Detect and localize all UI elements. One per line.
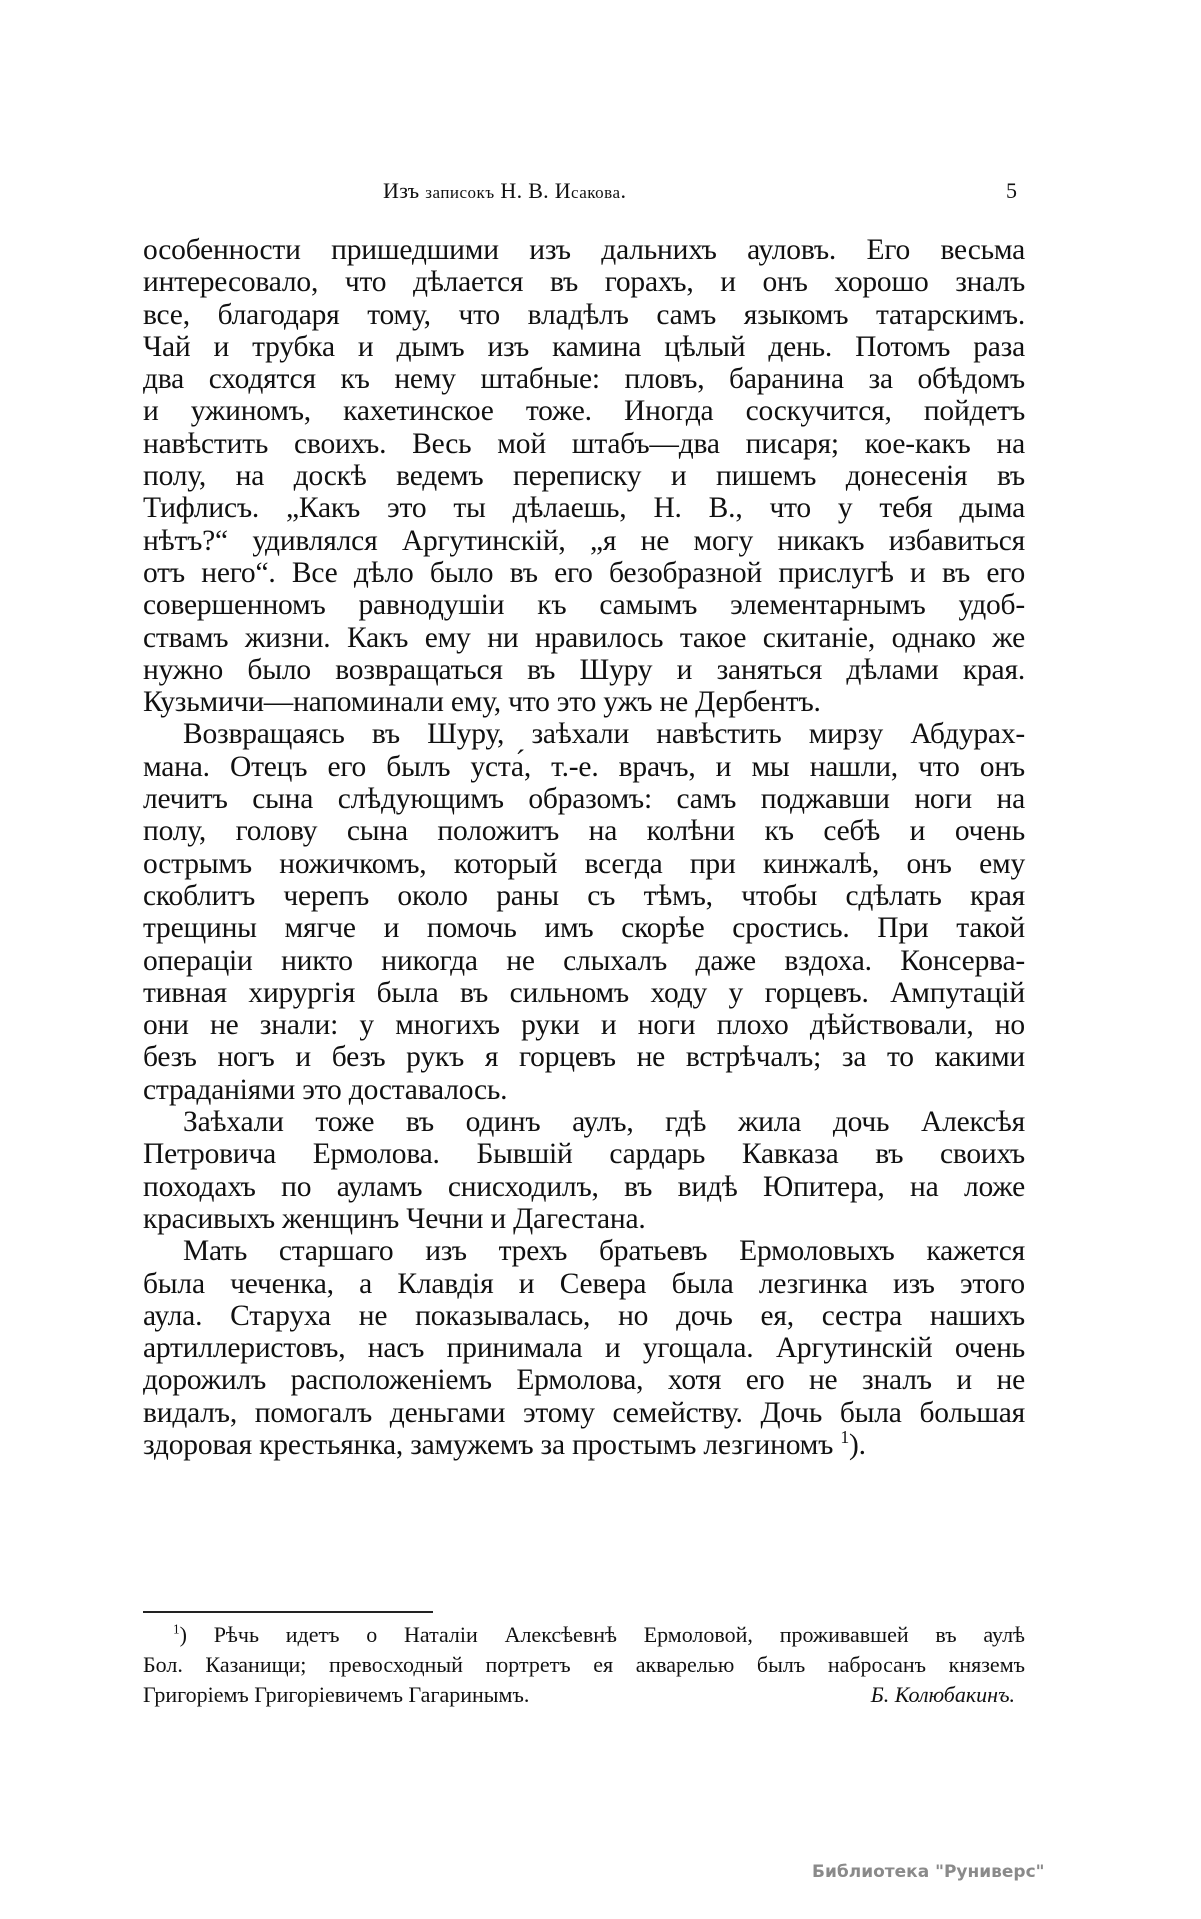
body-text	[143, 234, 1025, 1461]
text-line-content: интересовало, что дѣлается въ горахъ, и онъ хорошо зналъ	[143, 266, 1025, 299]
text-line-content: все, благодаря тому, что владѣлъ самъ языкомъ татарскимъ.	[143, 298, 1025, 331]
text-line-content: отъ него“. Все дѣло было въ его безобразной прислугѣ и въ его	[143, 556, 1025, 589]
footnote-marker: 1	[173, 1621, 180, 1637]
text-line-content: здоровая крестьянка, замужемъ за простымъ лезгиномъ	[143, 1428, 841, 1461]
text-line-content: трещины мягче и помочь имъ скорѣе сростись. При такой	[143, 912, 1025, 945]
text-line-content: навѣстить своихъ. Весь мой штабъ—два писаря; кое-какъ на	[143, 427, 1025, 460]
library-watermark: Библиотека "Руниверс"	[812, 1862, 1045, 1882]
text-line	[143, 718, 1025, 750]
text-line	[143, 299, 1025, 331]
text-line	[143, 1364, 1025, 1396]
text-line-content: Чай и трубка и дымъ изъ камина цѣлый день. Потомъ раза	[143, 330, 1025, 363]
text-line-content: полу, на доскѣ ведемъ переписку и пишемъ донесенія въ	[143, 460, 1025, 493]
text-line	[143, 1041, 1025, 1073]
running-title	[383, 178, 626, 204]
text-line	[143, 557, 1025, 589]
footnote-signature: Б. Колюбакинъ.	[870, 1682, 1015, 1707]
text-line-content: мана. Отецъ его былъ уста́, т.-е. врачъ, и мы нашли, что онъ	[143, 750, 1025, 783]
text-line-content: Мать старшаго изъ трехъ братьевъ Ермоловыхъ кажется	[183, 1235, 1025, 1268]
text-line	[143, 363, 1025, 395]
text-line	[143, 912, 1025, 944]
text-line-content: была чеченка, а Клавдія и Севера была лезгинка изъ этого	[143, 1267, 1025, 1300]
footnote-text: ) Рѣчь идетъ о Наталіи Алексѣевнѣ Ермоловой, проживавшей въ аулѣ	[179, 1622, 1025, 1647]
text-line	[143, 815, 1025, 847]
text-line	[143, 1332, 1025, 1364]
text-line	[143, 1106, 1025, 1138]
text-line	[143, 654, 1025, 686]
text-line	[143, 395, 1025, 427]
text-line	[143, 1397, 1025, 1429]
text-line-content: операціи никто никогда не слыхалъ даже вздоха. Консерва-	[143, 944, 1025, 977]
footnote-line	[143, 1620, 1025, 1650]
text-line-content: они не знали: у многихъ руки и ноги плохо дѣйствовали, но	[143, 1009, 1025, 1042]
text-line	[143, 331, 1025, 363]
text-line	[143, 1074, 1025, 1106]
text-line-content: тивная хирургія была въ сильномъ ходу у горцевъ. Ампутацій	[143, 976, 1025, 1009]
footnote-divider	[143, 1611, 433, 1613]
footnote-line: Бол. Казанищи; превосходный портретъ ея акварелью былъ набросанъ княземъ	[143, 1652, 1025, 1677]
text-line	[143, 1268, 1025, 1300]
page-number: 5	[1006, 178, 1017, 203]
running-head	[143, 178, 1025, 208]
text-line-content: лечитъ сына слѣдующимъ образомъ: самъ поджавши ноги на	[143, 783, 1025, 816]
text-line-content: аула. Старуха не показывалась, но дочь ея, сестра нашихъ	[143, 1299, 1025, 1332]
text-line	[143, 589, 1025, 621]
text-line-content: нѣтъ?“ удивлялся Аргутинскій, „я не могу никакъ избавиться	[143, 524, 1025, 557]
text-line-content: Возвращаясь въ Шуру, заѣхали навѣстить мирзу Абдурах-	[183, 718, 1025, 751]
text-line-content: Заѣхали тоже въ одинъ аулъ, гдѣ жила дочь Алексѣя	[183, 1106, 1025, 1139]
text-line-content: и ужиномъ, кахетинское тоже. Иногда соскучится, пойдетъ	[143, 395, 1025, 428]
text-line	[143, 751, 1025, 783]
text-line	[143, 525, 1025, 557]
text-line	[143, 1138, 1025, 1170]
text-line-content: нужно было возвращаться въ Шуру и заняться дѣлами края.	[143, 653, 1025, 686]
running-title-smallcaps: сакова	[570, 183, 621, 202]
text-line-content: два сходятся къ нему штабные: пловъ, баранина за обѣдомъ	[143, 363, 1025, 396]
text-line	[143, 1009, 1025, 1041]
text-line-content: острымъ ножичкомъ, который всегда при кинжалѣ, онъ ему	[143, 847, 1025, 880]
text-line-content: Кузьмичи—напоминали ему, что это ужъ не Дербентъ.	[143, 686, 821, 719]
text-line	[143, 622, 1025, 654]
running-title-smallcaps: записокъ	[425, 183, 495, 202]
text-line	[143, 1235, 1025, 1267]
text-line-tail: ).	[849, 1428, 866, 1461]
text-line	[143, 848, 1025, 880]
text-line-content: полу, голову сына положитъ на колѣни къ себѣ и очень	[143, 815, 1025, 848]
text-line-content: особенности пришедшими изъ дальнихъ ауловъ. Его весьма	[143, 234, 1025, 266]
running-title-part: Н. В. И	[494, 178, 571, 203]
text-line	[143, 1203, 1025, 1235]
text-line	[143, 686, 1025, 718]
text-line-content: совершенномъ равнодушіи къ самымъ элементарнымъ удоб-	[143, 589, 1025, 622]
text-line	[143, 428, 1025, 460]
text-line	[143, 1429, 1025, 1461]
text-line-content: скоблитъ черепъ около раны съ тѣмъ, чтобы сдѣлать края	[143, 879, 1025, 912]
text-line	[143, 1300, 1025, 1332]
footnote-text: Григоріемъ Григоріевичемъ Гагаринымъ.	[143, 1682, 530, 1707]
text-line-content: ствамъ жизни. Какъ ему ни нравилось такое скитаніе, однако же	[143, 621, 1025, 654]
text-line	[143, 977, 1025, 1009]
text-line	[143, 492, 1025, 524]
text-line-content: походахъ по ауламъ снисходилъ, въ видѣ Юпитера, на ложе	[143, 1170, 1025, 1203]
text-line	[143, 1171, 1025, 1203]
text-line	[143, 945, 1025, 977]
text-line-content: видалъ, помогалъ деньгами этому семейству. Дочь была большая	[143, 1396, 1025, 1429]
text-line	[143, 783, 1025, 815]
text-line	[143, 460, 1025, 492]
text-line-content: артиллеристовъ, насъ принимала и угощала. Аргутинскій очень	[143, 1332, 1025, 1365]
text-line-content: Тифлисъ. „Какъ это ты дѣлаешь, Н. В., что у тебя дыма	[143, 492, 1025, 525]
text-line-content: красивыхъ женщинъ Чечни и Дагестана.	[143, 1202, 646, 1235]
text-line	[143, 234, 1025, 266]
text-line-content: страданіями это доставалось.	[143, 1073, 508, 1106]
text-line-content: Петровича Ермолова. Бывшій сардарь Кавказа въ своихъ	[143, 1138, 1025, 1171]
text-line-content: дорожилъ расположеніемъ Ермолова, хотя его не зналъ и не	[143, 1364, 1025, 1397]
footnote-line	[143, 1680, 1025, 1710]
text-line	[143, 880, 1025, 912]
text-line	[143, 266, 1025, 298]
running-title-part: Изъ	[383, 178, 426, 203]
running-title-part: .	[620, 178, 627, 203]
text-line-content: безъ ногъ и безъ рукъ я горцевъ не встрѣчалъ; за то какими	[143, 1041, 1025, 1074]
footnotes	[143, 1620, 1025, 1710]
footnote-reference[interactable]: 1	[840, 1427, 850, 1448]
